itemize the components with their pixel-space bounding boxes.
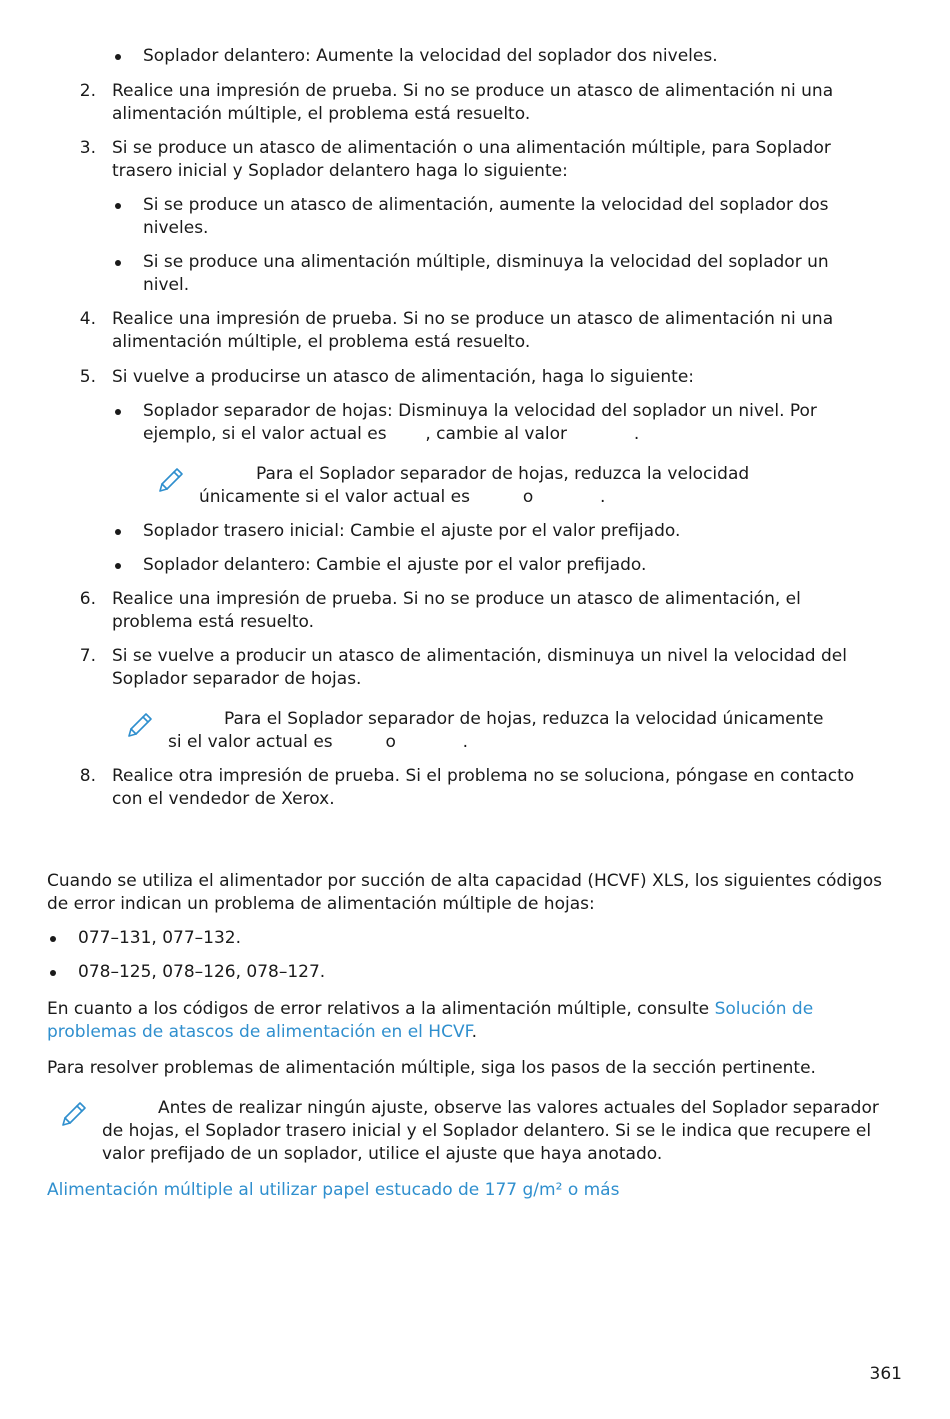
step-4-text-line2: alimentación múltiple, el problema está resuelto. (112, 332, 531, 352)
step-3-text-line1: Si se produce un atasco de alimentación o una alimentación múltiple, para Soplador (112, 138, 831, 158)
step-7-text-line1: Si se vuelve a producir un atasco de alimentación, disminuya un nivel la velocidad del (112, 646, 847, 666)
pencil-note-icon (59, 1099, 89, 1129)
front-blower-bullet (143, 45, 718, 68)
reference-text: En cuanto a los códigos de error relativos a la alimentación múltiple, consulte (47, 999, 710, 1019)
error-codes-078-text: 078–125, 078–126, 078–127. (78, 962, 326, 982)
step-8-number: 8. (79, 766, 96, 786)
step-7-number: 7. (79, 646, 96, 666)
hcvf-intro-line2: de error indican un problema de alimentación múltiple de hojas: (47, 894, 595, 914)
step-2-number: 2. (79, 81, 96, 101)
step-7-note-line2-part-a: si el valor actual es (168, 732, 333, 752)
step-5-note-line2-part-a: únicamente si el valor actual es (199, 487, 470, 507)
step-6-number: 6. (79, 589, 96, 609)
step-5-number: 5. (79, 367, 96, 387)
hcvf-note-line3: valor prefijado de un soplador, utilice el ajuste que haya anotado. (102, 1144, 663, 1164)
reference-line1 (47, 998, 813, 1021)
step-4-text-line1: Realice una impresión de prueba. Si no se produce un atasco de alimentación ni una (112, 309, 834, 329)
step-5-note-line2 (199, 486, 605, 509)
step-5-text-line1: Si vuelve a producirse un atasco de alimentación, haga lo siguiente: (112, 367, 695, 387)
step-3-bullet-2-line2: nivel. (143, 275, 190, 295)
coated-paper-multifeed-link[interactable]: Alimentación múltiple al utilizar papel estucado de 177 g/m² o más (47, 1180, 620, 1200)
step-5-bullet-1-line2-part-b: , cambie al valor (425, 424, 568, 444)
page-number: 361 (869, 1364, 902, 1384)
hcvf-note-line2: de hojas, el Soplador trasero inicial y el Soplador delantero. Si se le indica que recupere el (102, 1121, 872, 1141)
step-2-text-line2: alimentación múltiple, el problema está resuelto. (112, 104, 531, 124)
step-5-note-line1: Para el Soplador separador de hojas, reduzca la velocidad (256, 464, 750, 484)
reference-line2 (47, 1021, 477, 1044)
hcvf-intro-line1: Cuando se utiliza el alimentador por succión de alta capacidad (HCVF) XLS, los siguientes códigos (47, 871, 882, 891)
hcvf-jam-solution-link-part2[interactable]: problemas de atascos de alimentación en el HCVF (47, 1022, 472, 1042)
steps-instruction: Para resolver problemas de alimentación múltiple, siga los pasos de la sección pertinente. (47, 1058, 816, 1078)
step-5-bullet-1 (143, 400, 817, 423)
step-3-bullet-1-line2: niveles. (143, 218, 209, 238)
error-codes-077-text: 077–131, 077–132. (78, 928, 242, 948)
step-3-bullet-1-line1: Si se produce un atasco de alimentación, aumente la velocidad del soplador dos (143, 195, 829, 215)
step-5-bullet-1-line2-part-c: . (633, 424, 640, 444)
hcvf-note-line1: Antes de realizar ningún ajuste, observe las valores actuales del Soplador separador (158, 1098, 879, 1118)
step-5-bullet-2-text: Soplador trasero inicial: Cambie el ajuste por el valor prefijado. (143, 521, 681, 541)
reference-period: . (471, 1022, 478, 1042)
step-4-number: 4. (79, 309, 96, 329)
step-3-bullet-2-line1: Si se produce una alimentación múltiple, disminuya la velocidad del soplador un (143, 252, 829, 272)
step-8-text-line2: con el vendedor de Xerox. (112, 789, 335, 809)
step-3-bullet-1 (143, 194, 829, 217)
step-7-note-line2 (168, 731, 468, 754)
step-5-bullet-2 (143, 520, 680, 543)
step-7-note-line2-part-b: o (385, 732, 396, 752)
error-codes-078 (78, 961, 325, 984)
step-5-bullet-1-line1: Soplador separador de hojas: Disminuya la velocidad del soplador un nivel. Por (143, 401, 817, 421)
hcvf-jam-solution-link-part1[interactable]: Solución de (714, 999, 814, 1019)
step-5-note-line2-part-c: . (600, 487, 606, 507)
step-3-bullet-2 (143, 251, 829, 274)
step-6-text-line1: Realice una impresión de prueba. Si no se produce un atasco de alimentación, el (112, 589, 801, 609)
step-6-text-line2: problema está resuelto. (112, 612, 315, 632)
step-3-text-line2: trasero inicial y Soplador delantero haga lo siguiente: (112, 161, 568, 181)
step-7-note-line1: Para el Soplador separador de hojas, reduzca la velocidad únicamente (224, 709, 824, 729)
step-7-note-line2-part-c: . (462, 732, 469, 752)
error-codes-077 (78, 927, 241, 950)
step-8-text-line1: Realice otra impresión de prueba. Si el problema no se soluciona, póngase en contacto (112, 766, 855, 786)
front-blower-text: Soplador delantero: Aumente la velocidad del soplador dos niveles. (143, 46, 718, 66)
pencil-note-icon (156, 465, 186, 495)
step-5-bullet-1-line2 (143, 423, 639, 446)
step-5-bullet-3 (143, 554, 646, 577)
pencil-note-icon (125, 710, 155, 740)
step-7-text-line2: Soplador separador de hojas. (112, 669, 362, 689)
step-5-bullet-3-text: Soplador delantero: Cambie el ajuste por el valor prefijado. (143, 555, 647, 575)
step-5-note-line2-part-b: o (522, 487, 534, 507)
step-2-text-line1: Realice una impresión de prueba. Si no se produce un atasco de alimentación ni una (112, 81, 834, 101)
step-3-number: 3. (79, 138, 96, 158)
step-5-bullet-1-line2-part-a: ejemplo, si el valor actual es (143, 424, 387, 444)
